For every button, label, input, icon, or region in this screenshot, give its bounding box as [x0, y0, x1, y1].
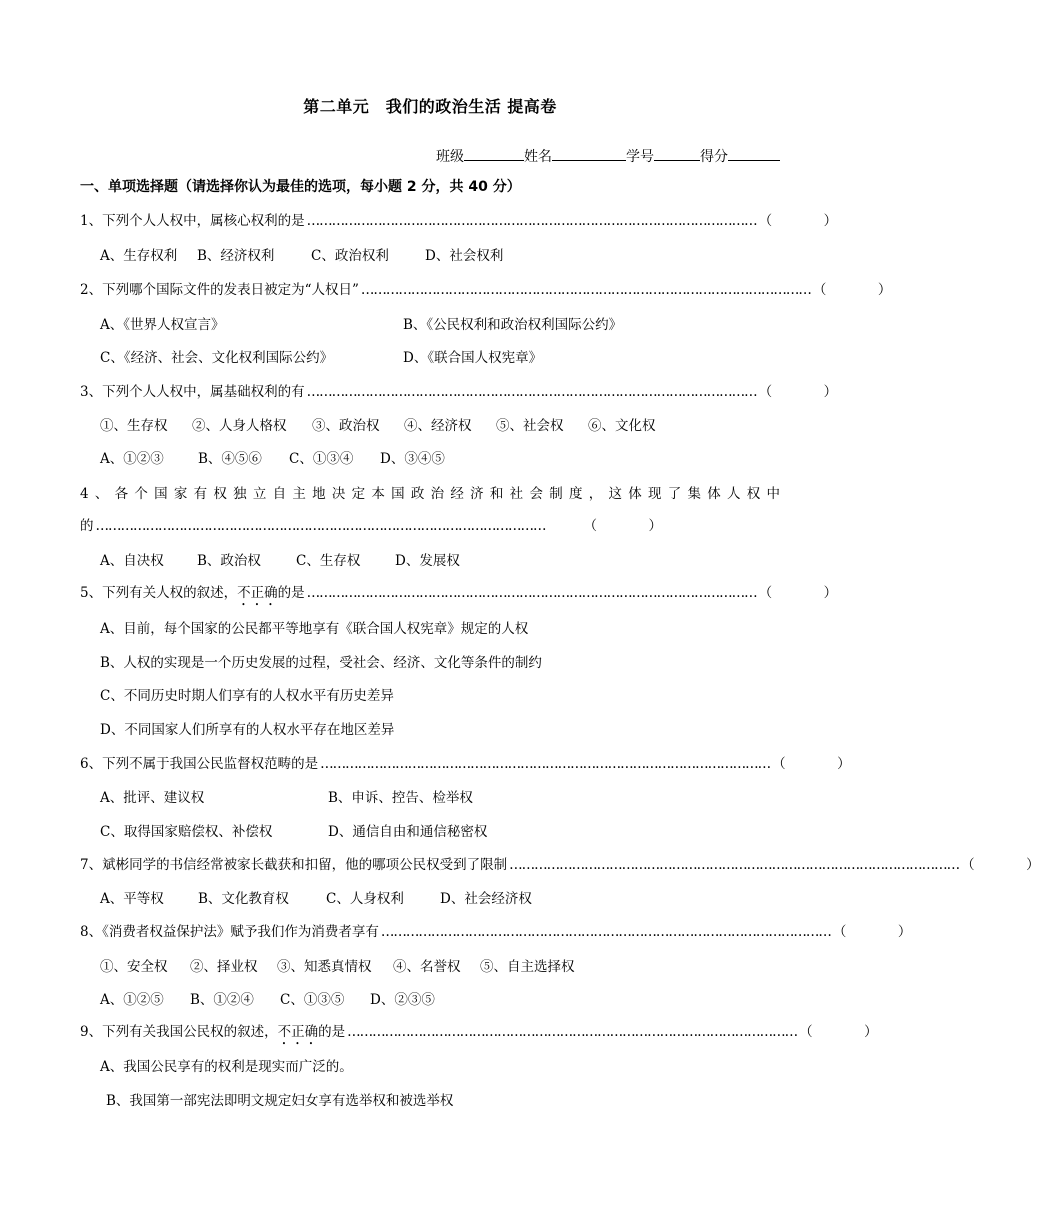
name-blank[interactable] — [552, 146, 626, 161]
id-blank[interactable] — [654, 146, 700, 161]
item-4: ④、经济权 — [404, 418, 472, 434]
option-b[interactable]: B、④⑤⑥ — [198, 451, 262, 467]
option-c[interactable]: C、政治权利 — [311, 248, 389, 264]
emphasis-text: 不正确 — [237, 585, 278, 601]
answer-bracket[interactable]: （ ） — [832, 924, 912, 940]
option-c[interactable]: C、①③④ — [289, 451, 354, 467]
option-c[interactable]: C、①③⑤ — [280, 992, 345, 1008]
item-5: ⑤、自主选择权 — [480, 959, 575, 975]
option-d[interactable]: D、不同国家人们所享有的人权水平存在地区差异 — [100, 722, 395, 738]
option-b[interactable]: B、我国第一部宪法即明文规定妇女享有选举权和被选举权 — [106, 1093, 454, 1109]
question-2-options-row1 — [100, 313, 622, 333]
leader-dots: ……………………………………………………………………………………………… — [360, 282, 811, 298]
question-text — [80, 1020, 345, 1048]
option-d[interactable]: D、社会经济权 — [440, 891, 532, 907]
leader-dots: ……………………………………………………………………………………………… — [95, 518, 546, 534]
leader-dots: ……………………………………………………………………………………………… — [320, 756, 771, 772]
option-a[interactable]: A、①②③ — [100, 451, 164, 467]
option-a[interactable]: A、平等权 — [100, 891, 164, 907]
score-blank[interactable] — [728, 146, 780, 161]
option-a[interactable]: A、自决权 — [100, 553, 164, 569]
question-text: 8、《消费者权益保护法》赋予我们作为消费者享有 — [80, 924, 379, 940]
class-blank[interactable] — [464, 146, 524, 161]
item-4: ④、名誉权 — [393, 959, 461, 975]
option-d[interactable]: D、社会权利 — [425, 248, 504, 264]
option-d[interactable]: D、③④⑤ — [380, 451, 445, 467]
answer-bracket[interactable]: （ ） — [812, 282, 892, 298]
question-4-line1: 4、各个国家有权独立自主地决定本国政治经济和社会制度，这体现了集体人权中 — [80, 486, 780, 502]
question-text-part: 9、下列有关我国公民权的叙述， — [80, 1024, 278, 1040]
leader-dots: ……………………………………………………………………………………………… — [380, 924, 831, 940]
answer-bracket[interactable]: （ ） — [799, 1024, 878, 1040]
option-c[interactable]: C、取得国家赔偿权、补偿权 — [100, 824, 273, 840]
question-4-options — [100, 549, 460, 569]
question-text-part: 的是 — [277, 585, 305, 601]
question-text-part: 的是 — [318, 1024, 346, 1040]
option-a[interactable]: A、生存权利 — [100, 248, 178, 264]
option-b[interactable]: B、政治权 — [197, 553, 261, 569]
leader-dots: ……………………………………………………………………………………………… — [306, 384, 757, 400]
question-5 — [80, 581, 838, 609]
option-b[interactable]: B、申诉、控告、检举权 — [328, 790, 473, 806]
leader-dots: ……………………………………………………………………………………………… — [347, 1024, 798, 1040]
item-2: ②、择业权 — [190, 959, 258, 975]
item-6: ⑥、文化权 — [588, 418, 656, 434]
question-8-items — [100, 955, 575, 975]
question-3 — [80, 380, 838, 400]
option-b[interactable]: B、①②④ — [190, 992, 254, 1008]
question-8 — [80, 920, 912, 940]
id-label: 学号 — [626, 149, 654, 165]
emphasis-text: 不正确 — [277, 1024, 319, 1040]
item-2: ②、人身人格权 — [192, 418, 287, 434]
item-1: ①、安全权 — [100, 959, 168, 975]
question-2 — [80, 278, 892, 298]
question-text — [80, 581, 305, 609]
option-c[interactable]: C、人身权利 — [326, 891, 404, 907]
option-a[interactable]: A、目前，每个国家的公民都平等地享有《联合国人权宪章》规定的人权 — [100, 621, 529, 637]
question-text-part: 5、下列有关人权的叙述， — [80, 585, 238, 601]
question-6-options-row2 — [100, 820, 487, 840]
answer-bracket[interactable]: （ ） — [758, 213, 838, 229]
option-b[interactable]: B、经济权利 — [197, 248, 275, 264]
question-1-options — [100, 244, 503, 264]
option-d[interactable]: D、发展权 — [395, 553, 460, 569]
option-c[interactable]: C、《经济、社会、文化权利国际公约》 — [100, 350, 334, 366]
question-text: 6、下列不属于我国公民监督权范畴的是 — [80, 756, 319, 772]
question-3-items — [100, 414, 656, 434]
leader-dots: ……………………………………………………………………………………………… — [306, 585, 757, 601]
question-text: 1、下列个人人权中，属核心权利的是 — [80, 213, 305, 229]
option-d[interactable]: D、通信自由和通信秘密权 — [328, 824, 488, 840]
name-label: 姓名 — [524, 149, 552, 165]
question-7-options — [100, 887, 532, 907]
question-text: 的 — [80, 518, 94, 534]
question-9 — [80, 1020, 878, 1048]
answer-bracket[interactable]: （ ） — [772, 756, 851, 772]
question-text: 3、下列个人人权中，属基础权利的有 — [80, 384, 305, 400]
question-4 — [80, 514, 662, 534]
page-title: 第二单元 我们的政治生活 提高卷 — [303, 97, 557, 116]
item-3: ③、知悉真情权 — [277, 959, 372, 975]
question-6-options-row1 — [100, 786, 473, 806]
option-c[interactable]: C、生存权 — [296, 553, 361, 569]
item-3: ③、政治权 — [312, 418, 380, 434]
answer-bracket[interactable]: （ ） — [583, 518, 662, 534]
option-a[interactable]: A、我国公民享有的权利是现实而广泛的。 — [100, 1059, 353, 1075]
option-b[interactable]: B、人权的实现是一个历史发展的过程，受社会、经济、文化等条件的制约 — [100, 655, 542, 671]
question-8-options — [100, 988, 435, 1008]
leader-dots: ……………………………………………………………………………………………… — [306, 213, 757, 229]
option-a[interactable]: A、《世界人权宣言》 — [100, 317, 225, 333]
question-text: 7、斌彬同学的书信经常被家长截获和扣留，他的哪项公民权受到了限制 — [80, 857, 508, 873]
question-6 — [80, 752, 851, 772]
item-1: ①、生存权 — [100, 418, 168, 434]
question-1 — [80, 209, 838, 229]
question-text: 2、下列哪个国际文件的发表日被定为“人权日” — [80, 282, 359, 298]
option-a[interactable]: A、批评、建议权 — [100, 790, 205, 806]
question-7 — [80, 853, 1040, 873]
question-3-options — [100, 447, 445, 467]
answer-bracket[interactable]: （ ） — [961, 857, 1040, 873]
option-a[interactable]: A、①②⑤ — [100, 992, 164, 1008]
option-d[interactable]: D、《联合国人权宪章》 — [403, 350, 543, 366]
section-heading: 一、单项选择题（请选择你认为最佳的选项，每小题 2 分，共 40 分） — [80, 179, 521, 195]
item-5: ⑤、社会权 — [496, 418, 564, 434]
option-b[interactable]: B、《公民权利和政治权利国际公约》 — [403, 317, 623, 333]
answer-bracket[interactable]: （ ） — [758, 585, 838, 601]
student-info-line — [436, 146, 780, 166]
option-b[interactable]: B、文化教育权 — [198, 891, 289, 907]
option-c[interactable]: C、不同历史时期人们享有的人权水平有历史差异 — [100, 688, 394, 704]
score-label: 得分 — [700, 149, 728, 165]
answer-bracket[interactable]: （ ） — [758, 384, 838, 400]
leader-dots: ……………………………………………………………………………………………… — [509, 857, 960, 873]
class-label: 班级 — [436, 149, 464, 165]
option-d[interactable]: D、②③⑤ — [370, 992, 435, 1008]
question-2-options-row2 — [100, 346, 542, 366]
